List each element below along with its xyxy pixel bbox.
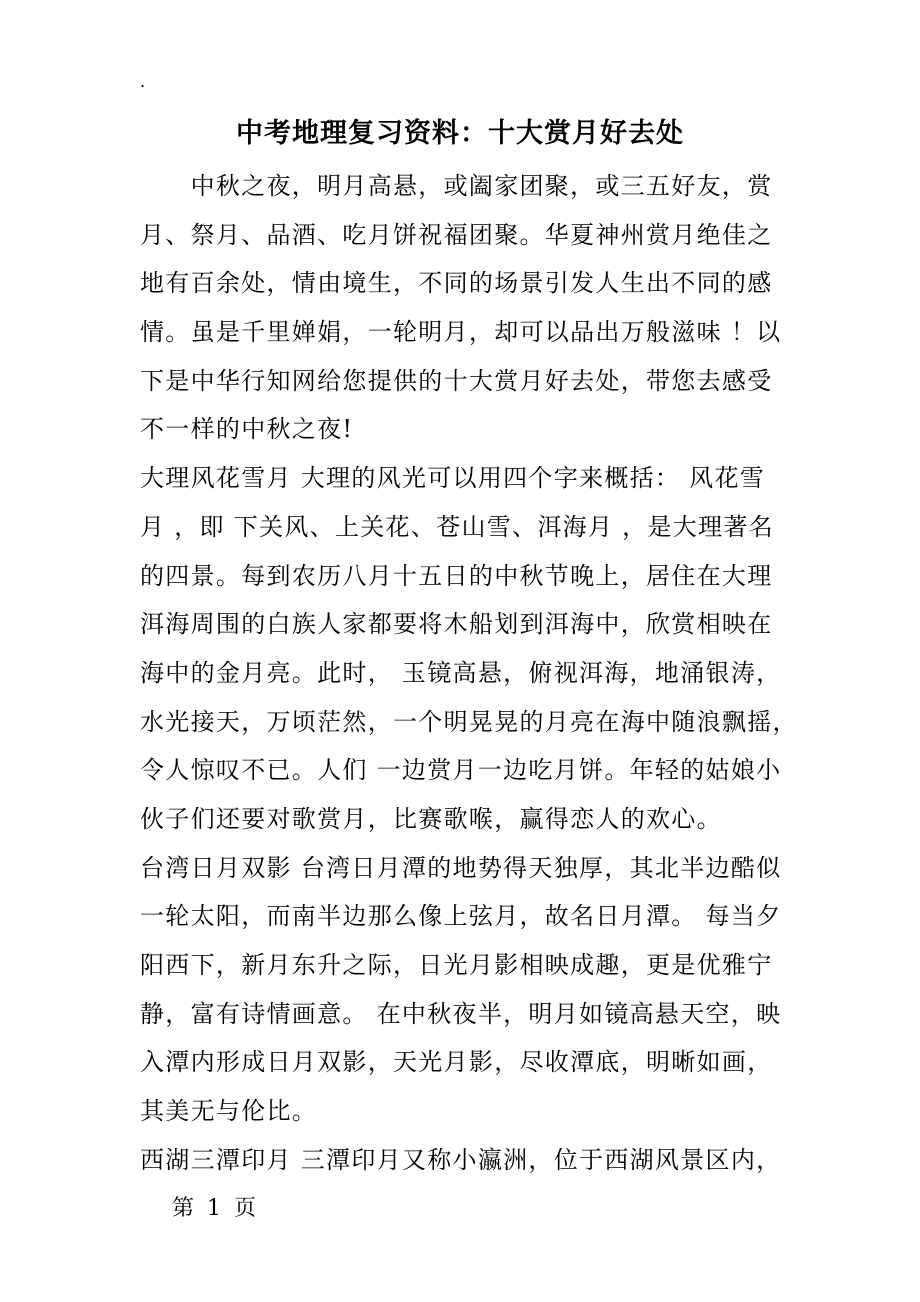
text-line: 伙子们还要对歌赏月，比赛歌喉，赢得恋人的欢心。 xyxy=(140,804,722,833)
text-line: 其美无与伦比。 xyxy=(140,1097,318,1126)
text-line: 阳西下，新月东升之际，日光月影相映成趣，更是优雅宁 xyxy=(140,951,773,979)
text-line: 西湖三潭印月 三潭印月又称小瀛洲，位于西湖风景区内， xyxy=(140,1145,782,1174)
text-line: 令人惊叹不已。人们 一边赏月一边吃月饼。年轻的姑娘小 xyxy=(140,756,782,785)
text-line: 不一样的中秋之夜! xyxy=(140,415,354,444)
text-line: 情。虽是千里婵娟，一轮明月，却可以品出万般滋味 ！以 xyxy=(140,318,782,347)
text-line: 海中的金月亮。此时， 玉镜高悬，俯视洱海，地涌银涛， xyxy=(140,658,782,687)
document-body xyxy=(140,166,798,1188)
document-title: 中考地理复习资料：十大赏月好去处 xyxy=(236,118,684,149)
text-line: 洱海周围的白族人家都要将木船划到洱海中，欣赏相映在 xyxy=(140,610,773,639)
text-line: 静，富有诗情画意。 在中秋夜半，明月如镜高悬天空，映 xyxy=(140,999,782,1028)
text-line: 下是中华行知网给您提供的十大赏月好去处，带您去感受 xyxy=(140,366,773,395)
text-line: 台湾日月双影 台湾日月潭的地势得天独厚，其北半边酷似 xyxy=(140,853,782,882)
text-line: 地有百余处，情由境生，不同的场景引发人生出不同的感 xyxy=(140,269,773,298)
text-line: 水光接天，万顷茫然，一个明晃晃的月亮在海中随浪飘摇， xyxy=(140,707,798,736)
text-line: 入潭内形成日月双影，天光月影，尽收潭底，明晰如画， xyxy=(140,1048,773,1077)
text-line: 一轮太阳，而南半边那么像上弦月，故名日月潭。 每当夕 xyxy=(140,902,782,931)
text-line: 中秋之夜，明月高悬，或阖家团聚，或三五好友，赏 xyxy=(140,172,773,200)
text-line: 大理风花雪月 大理的风光可以用四个字来概括： 风花雪 xyxy=(140,464,766,493)
text-line: 月 ，即 下关风、上关花、苍山雪、洱海月 ，是大理著名 xyxy=(140,512,774,541)
text-line: 的四景。每到农历八月十五日的中秋节晚上，居住在大理 xyxy=(140,561,773,590)
page-number: 第 1 页 xyxy=(172,1196,256,1221)
header-dot: . xyxy=(140,72,146,91)
text-line: 月、祭月、品酒、吃月饼祝福团聚。华夏神州赏月绝佳之 xyxy=(140,220,773,249)
